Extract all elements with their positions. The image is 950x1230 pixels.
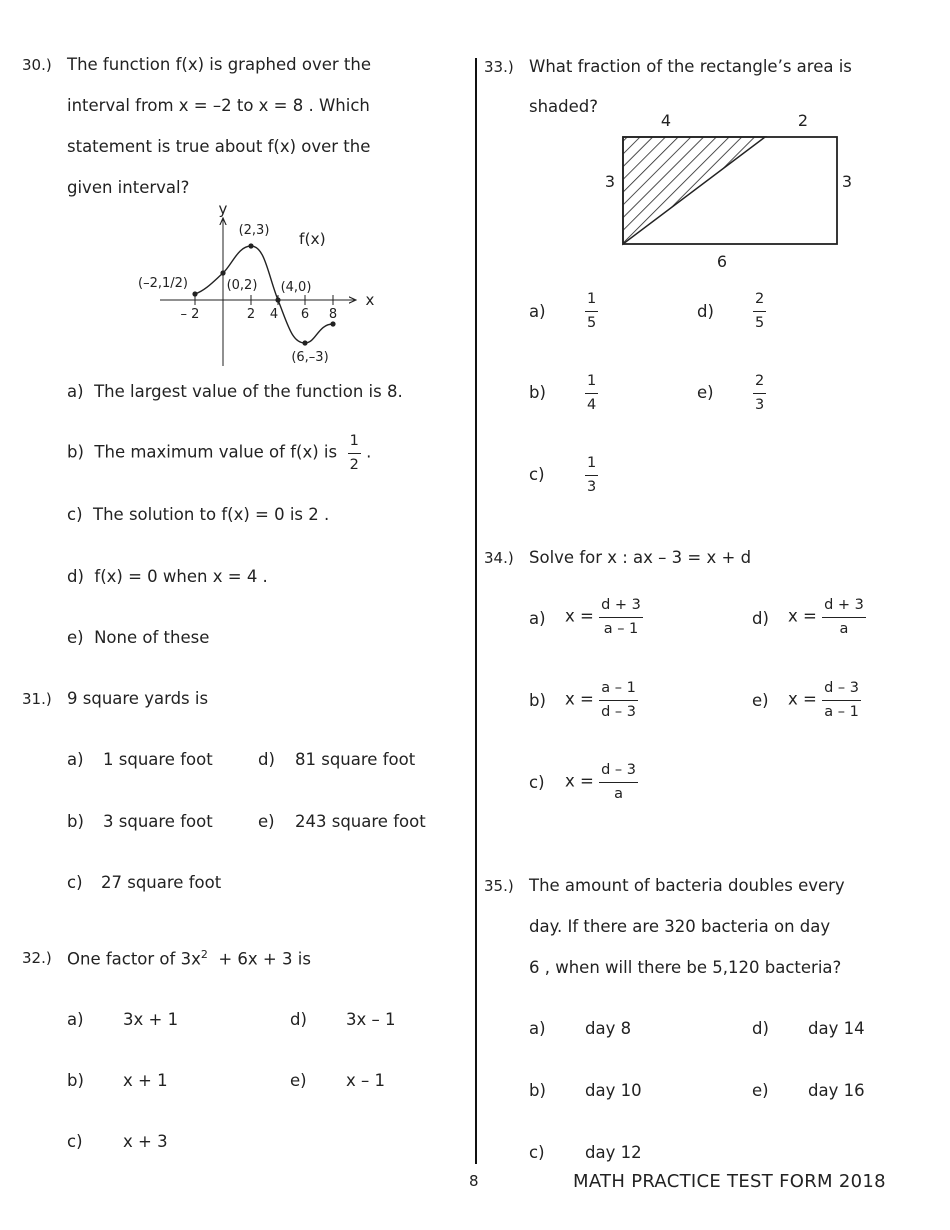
point-marker [275, 297, 280, 302]
choice-letter: b) [67, 442, 84, 462]
choice-letter: d) [752, 609, 769, 628]
choice-letter: a) [67, 750, 84, 769]
denominator: 2 [349, 456, 359, 473]
choice-text: day 8 [585, 1019, 632, 1038]
choice-a[interactable] [529, 302, 546, 321]
choice-letter: e) [290, 1071, 307, 1090]
fraction [599, 680, 638, 720]
choice-text: 81 square foot [295, 750, 416, 769]
question-number: 34.) [484, 549, 514, 567]
tick-label: 8 [328, 307, 338, 322]
choice-text: f(x) = 0 when x = 4 . [94, 567, 268, 586]
numerator: 1 [348, 433, 361, 454]
choice-text: x + 1 [123, 1071, 168, 1090]
dimension-label: 2 [797, 111, 809, 130]
choice-text: The largest value of the function is 8. [94, 382, 403, 401]
point-label: (6,–3) [291, 350, 329, 365]
fraction [599, 597, 643, 637]
choice-d[interactable] [67, 567, 268, 586]
numerator: d + 3 [599, 597, 643, 618]
choice-text: day 14 [808, 1019, 865, 1038]
choice-value [565, 762, 638, 802]
fraction [753, 291, 766, 331]
choice-letter: b) [529, 1081, 546, 1100]
choice-letter: c) [67, 1132, 83, 1151]
choice-letter: b) [67, 1071, 84, 1090]
question-number: 35.) [484, 877, 514, 895]
choice-letter: d) [258, 750, 275, 769]
choice-letter: b) [529, 691, 546, 710]
fraction [822, 597, 866, 637]
y-axis-label: y [218, 200, 228, 218]
point-marker [248, 243, 253, 248]
fraction [599, 762, 638, 802]
numerator: d – 3 [822, 680, 861, 701]
choice-letter: a) [67, 382, 84, 401]
denominator: d – 3 [601, 703, 636, 720]
dimension-label: 3 [604, 172, 616, 191]
point-label: (4,0) [280, 280, 312, 295]
question-number: 30.) [22, 56, 52, 74]
choice-letter: c) [67, 505, 83, 524]
choice-value [565, 597, 643, 637]
choice-a[interactable] [67, 1010, 84, 1029]
question-text-line: day. If there are 320 bacteria on day [529, 917, 831, 936]
function-graph [125, 198, 385, 370]
x-axis-label: x [365, 291, 375, 309]
choice-letter: e) [752, 1081, 769, 1100]
choice-text: The solution to f(x) = 0 is 2 . [93, 505, 330, 524]
denominator: 3 [755, 396, 765, 413]
choice-text: x + 3 [123, 1132, 168, 1151]
fraction [348, 433, 361, 473]
choice-b[interactable] [67, 1071, 84, 1090]
choice-letter: a) [529, 609, 546, 628]
choice-letter: c) [529, 1143, 545, 1162]
choice-letter: d) [67, 567, 84, 586]
numerator: d – 3 [599, 762, 638, 783]
tick-label: 6 [300, 307, 310, 322]
choice-b[interactable] [529, 383, 546, 402]
numerator: 2 [753, 373, 766, 394]
choice-text: day 10 [585, 1081, 642, 1100]
choice-value [753, 291, 766, 331]
point-label: (0,2) [226, 278, 258, 293]
choice-letter: e) [67, 628, 84, 647]
choice-letter: d) [752, 1019, 769, 1038]
choice-letter: e) [697, 383, 714, 402]
choice-value [585, 291, 598, 331]
denominator: a [839, 620, 849, 637]
choice-c[interactable] [529, 1143, 545, 1162]
denominator: a – 1 [603, 620, 639, 637]
numerator: a – 1 [599, 680, 638, 701]
choice-a[interactable] [529, 1019, 546, 1038]
choice-letter: d) [290, 1010, 307, 1029]
choice-text: 243 square foot [295, 812, 426, 831]
choice-letter: e) [752, 691, 769, 710]
numerator: 1 [585, 455, 598, 476]
choice-letter: e) [258, 812, 275, 831]
choice-letter: a) [529, 1019, 546, 1038]
fraction [753, 373, 766, 413]
fraction [585, 455, 598, 495]
choice-b[interactable] [67, 812, 84, 831]
choice-e[interactable] [697, 383, 714, 402]
choice-c[interactable] [529, 465, 545, 484]
column-divider [475, 58, 477, 1164]
choice-letter: a) [529, 302, 546, 321]
denominator: a – 1 [824, 703, 859, 720]
choice-text: 1 square foot [103, 750, 213, 769]
numerator: d + 3 [822, 597, 866, 618]
lhs: x = [788, 689, 817, 709]
lhs: x = [788, 606, 817, 626]
choice-c[interactable] [67, 1132, 83, 1151]
point-marker [302, 340, 307, 345]
choice-b[interactable] [67, 433, 371, 473]
point-marker [330, 321, 335, 326]
numerator: 1 [585, 373, 598, 394]
question-number: 33.) [484, 58, 514, 76]
choice-letter: d) [697, 302, 714, 321]
period: . [366, 442, 372, 462]
choice-value [585, 373, 598, 413]
tick-label: 2 [246, 307, 256, 322]
choice-text: 3x + 1 [123, 1010, 179, 1029]
fraction [585, 373, 598, 413]
choice-d[interactable] [290, 1010, 307, 1029]
choice-value [565, 680, 638, 720]
choice-e[interactable] [290, 1071, 307, 1090]
choice-value [788, 597, 866, 637]
choice-value [788, 680, 861, 720]
numerator: 2 [753, 291, 766, 312]
point-label: (2,3) [238, 223, 270, 238]
choice-text: 3 square foot [103, 812, 213, 831]
choice-e[interactable] [752, 691, 769, 710]
dimension-label: 4 [660, 111, 672, 130]
choice-d[interactable] [697, 302, 714, 321]
question-text-part: + 6x + 3 is [218, 949, 311, 969]
question-number: 32.) [22, 949, 52, 967]
choice-d[interactable] [752, 609, 769, 628]
denominator: 5 [587, 314, 597, 331]
fraction [822, 680, 861, 720]
question-text-line: The function f(x) is graphed over the [67, 55, 371, 74]
choice-text: None of these [94, 628, 210, 647]
choice-a[interactable] [529, 609, 546, 628]
choice-text: day 16 [808, 1081, 865, 1100]
choice-letter: a) [67, 1010, 84, 1029]
curve-label: f(x) [299, 230, 326, 248]
tick-label: 4 [269, 307, 279, 322]
lhs: x = [565, 771, 594, 791]
choice-c[interactable] [67, 873, 83, 892]
choice-letter: c) [529, 465, 545, 484]
choice-e[interactable] [258, 812, 275, 831]
choice-a[interactable] [67, 750, 84, 769]
fraction [585, 291, 598, 331]
question-text-line: shaded? [529, 97, 599, 116]
lhs: x = [565, 689, 594, 709]
choice-text: The maximum value of f(x) is [94, 442, 338, 462]
dimension-label: 3 [841, 172, 853, 191]
page-number: 8 [469, 1172, 479, 1190]
choice-value [585, 455, 598, 495]
choice-text: day 12 [585, 1143, 642, 1162]
question-text-line: The amount of bacteria doubles every [529, 876, 845, 895]
choice-c[interactable] [529, 773, 545, 792]
choice-d[interactable] [752, 1019, 769, 1038]
choice-text: 27 square foot [101, 873, 222, 892]
function-curve [195, 246, 333, 343]
choice-d[interactable] [258, 750, 275, 769]
point-marker [220, 270, 225, 275]
shaded-triangle [623, 137, 765, 244]
question-text-part: One factor of 3x [67, 949, 201, 969]
exponent: 2 [200, 948, 208, 961]
choice-b[interactable] [529, 1081, 546, 1100]
choice-value [753, 373, 766, 413]
choice-a[interactable] [67, 382, 403, 401]
denominator: 5 [755, 314, 765, 331]
question-text-line: 6 , when will there be 5,120 bacteria? [529, 958, 842, 977]
choice-e[interactable] [67, 628, 209, 647]
question-text-line: What fraction of the rectangle’s area is [529, 57, 852, 76]
question-text: 9 square yards is [67, 689, 209, 708]
choice-letter: c) [67, 873, 83, 892]
choice-text: x – 1 [346, 1071, 386, 1090]
question-text [67, 948, 311, 969]
choice-text: 3x – 1 [346, 1010, 396, 1029]
denominator: a [614, 785, 623, 802]
choice-letter: b) [67, 812, 84, 831]
dimension-label: 6 [716, 252, 728, 271]
question-number: 31.) [22, 690, 52, 708]
question-text-line: interval from x = –2 to x = 8 . Which [67, 96, 370, 115]
choice-e[interactable] [752, 1081, 769, 1100]
question-text: Solve for x : ax – 3 = x + d [529, 548, 752, 567]
question-text-line: given interval? [67, 178, 190, 197]
choice-letter: b) [529, 383, 546, 402]
choice-c[interactable] [67, 505, 329, 524]
question-text-line: statement is true about f(x) over the [67, 137, 371, 156]
point-marker [192, 291, 197, 296]
numerator: 1 [585, 291, 598, 312]
denominator: 4 [587, 396, 597, 413]
footer-title: MATH PRACTICE TEST FORM 2018 [573, 1171, 886, 1192]
denominator: 3 [587, 478, 597, 495]
choice-letter: c) [529, 773, 545, 792]
tick-label: – 2 [180, 307, 200, 322]
lhs: x = [565, 606, 594, 626]
choice-b[interactable] [529, 691, 546, 710]
rectangle-figure [595, 105, 865, 275]
point-label: (–2,1/2) [138, 276, 188, 291]
